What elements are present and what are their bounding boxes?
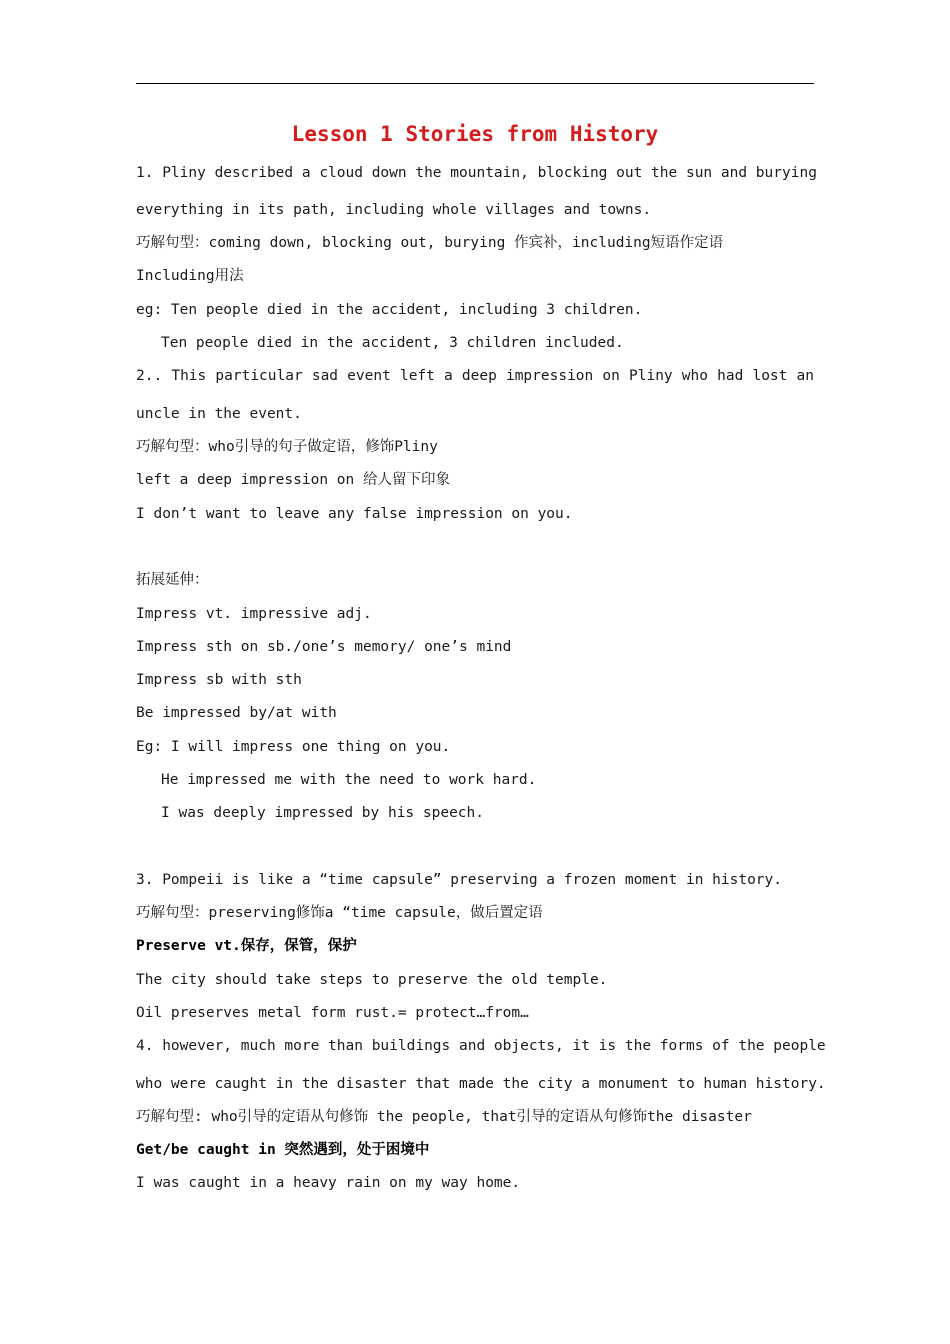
text-line: Including用法 [136,268,244,284]
text-line: I was deeply impressed by his speech. [161,805,485,821]
bold-term: Preserve vt.保存，保管，保护 [136,938,357,954]
text-line: who were caught in the disaster that made the city a monument to human history. [136,1076,826,1092]
text-line: everything in its path, including whole villages and towns. [136,202,652,218]
text-line: Impress sth on sb./one’s memory/ one’s mind [136,639,512,655]
text-line: Eg: I will impress one thing on you. [136,739,451,755]
text-line: Oil preserves metal form rust.= protect…from… [136,1005,529,1021]
text-line: eg: Ten people died in the accident, including 3 children. [136,302,643,318]
text-line: 1. Pliny described a cloud down the mountain, blocking out the sun and burying [136,165,817,181]
text-line: Impress vt. impressive adj. [136,606,372,622]
text-line: uncle in the event. [136,406,302,422]
text-line: 巧解句型：preserving修饰a “time capsule，做后置定语 [136,905,543,921]
text-line: Ten people died in the accident, 3 children included. [161,335,624,351]
section-heading: 拓展延伸： [136,572,209,588]
text-line: 巧解句型：coming down, blocking out, burying 作宾补，including短语作定语 [136,235,724,251]
text-line: Be impressed by/at with [136,705,337,721]
text-line: I don’t want to leave any false impression on you. [136,506,573,522]
text-line: left a deep impression on 给人留下印象 [136,472,450,488]
text-line: 巧解句型：who引导的句子做定语，修饰Pliny [136,439,438,455]
text-line: Impress sb with sth [136,672,302,688]
text-line: 4. however, much more than buildings and objects, it is the forms of the people [136,1038,826,1054]
text-line: The city should take steps to preserve the old temple. [136,972,608,988]
top-rule [136,83,814,84]
text-line: I was caught in a heavy rain on my way home. [136,1175,521,1191]
bold-term: Get/be caught in 突然遇到，处于困境中 [136,1142,430,1158]
text-line: He impressed me with the need to work hard. [161,772,537,788]
text-line: 3. Pompeii is like a “time capsule” preserving a frozen moment in history. [136,872,783,888]
text-line: 巧解句型: who引导的定语从句修饰 the people, that引导的定语从句修饰the disaster [136,1109,752,1125]
page-title: Lesson 1 Stories from History [291,122,659,146]
text-line: 2.. This particular sad event left a deep impression on Pliny who had lost an [136,368,814,384]
